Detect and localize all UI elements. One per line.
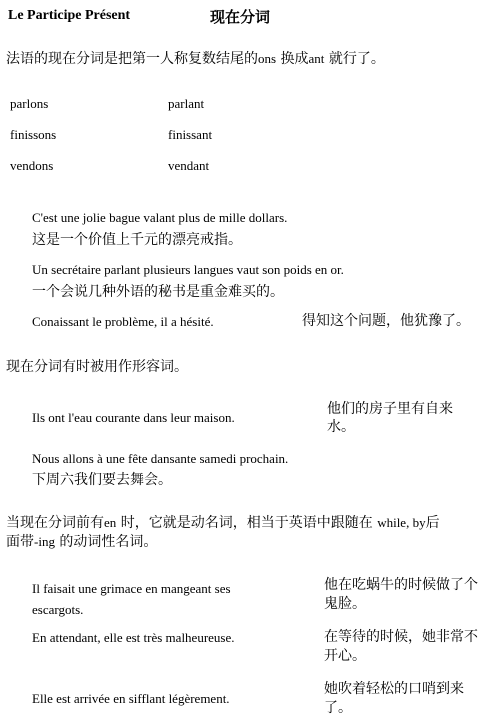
conjugation-participle: parlant: [168, 96, 205, 111]
example-fr: Il faisait une grimace en mangeant ses escargots.: [32, 581, 231, 617]
conjugation-participle: vendant: [168, 158, 210, 173]
section-text: 后: [425, 515, 440, 531]
example-zh: 得知这个问题，他犹豫了。: [302, 313, 470, 329]
intro-text: 法语的现在分词是把第一人称复数结尾的: [6, 51, 258, 67]
example-zh: 她吹着轻松的口哨到来了。: [324, 681, 464, 716]
section-heading: 现在分词有时被用作形容词。: [6, 359, 188, 375]
intro-ant: ant: [308, 51, 325, 66]
section-while: while, by: [377, 515, 426, 530]
section-text: 当现在分词前有: [6, 515, 104, 531]
section-text: 时，它就是动名词，相当于英语中跟随在: [116, 515, 378, 531]
example-zh: 在等待的时候，她非常不开心。: [324, 629, 478, 664]
intro-ons: ons: [258, 51, 277, 66]
example-zh: 这是一个价值上千元的漂亮戒指。: [32, 232, 242, 248]
conjugation-participle: finissant: [168, 127, 213, 142]
example-fr: Un secrétaire parlant plusieurs langues vaut son poids en or.: [32, 262, 344, 277]
example-zh: 下周六我们要去舞会。: [32, 472, 172, 488]
section-paragraph: [6, 512, 440, 532]
section-text: 的动词性名词。: [54, 534, 158, 550]
example-fr: Nous allons à une fête dansante samedi prochain.: [32, 451, 289, 466]
section-text: 面带: [6, 534, 34, 550]
example-zh: 他们的房子里有自来水。: [327, 401, 453, 435]
intro-end: 就行了。: [324, 51, 385, 67]
section-en: en: [104, 515, 117, 530]
conjugation-nous: parlons: [10, 96, 49, 111]
page-title-zh: 现在分词: [210, 8, 271, 26]
intro-mid: 换成: [276, 51, 309, 67]
conjugation-nous: finissons: [10, 127, 57, 142]
example-zh: 一个会说几种外语的秘书是重金难买的。: [32, 284, 284, 300]
example-zh: 他在吃蜗牛的时候做了个鬼脸。: [324, 577, 478, 612]
section-paragraph-line2: [6, 531, 157, 551]
conjugation-nous: vendons: [10, 158, 54, 173]
page-title-fr: Le Participe Présent: [8, 8, 131, 23]
example-fr: C'est une jolie bague valant plus de mille dollars.: [32, 210, 288, 225]
example-fr: Ils ont l'eau courante dans leur maison.: [32, 410, 235, 425]
section-ing: -ing: [34, 534, 55, 549]
example-fr: En attendant, elle est très malheureuse.: [32, 630, 235, 645]
example-fr: Elle est arrivée en sifflant légèrement.: [32, 691, 230, 706]
example-fr: Conaissant le problème, il a hésité.: [32, 314, 214, 329]
intro-paragraph: [6, 48, 385, 68]
